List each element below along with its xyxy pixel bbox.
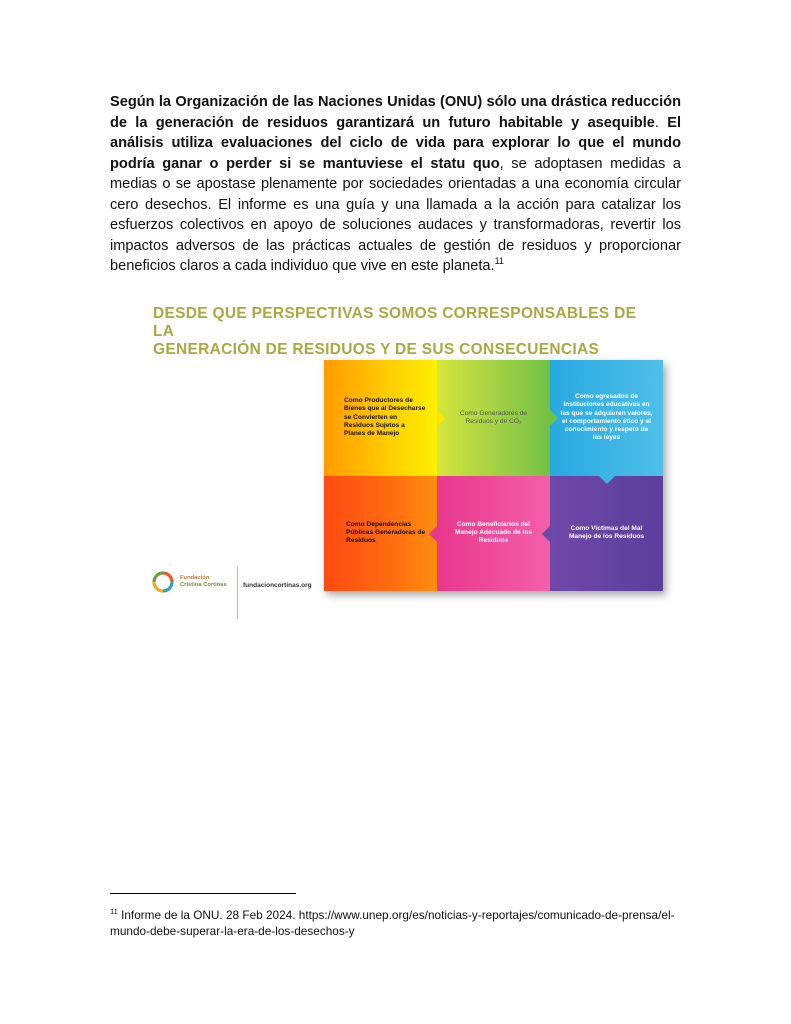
fundacion-logo-icon — [152, 571, 174, 593]
arrow-down-icon — [599, 476, 615, 484]
body-paragraph — [110, 92, 681, 277]
cell-productores: Como Productores de Bienes que al Desecharse se Convierten en Residuos Sujetos a Planes de Manejo — [324, 360, 437, 476]
cell-dependencias: Como Dependencias Públicas Generadoras de Residuos — [324, 476, 437, 592]
cell-victimas: Como Víctimas del Mal Manejo de los Residuos — [550, 476, 663, 592]
footnote-separator — [110, 893, 296, 894]
bold-text-1: Según la Organización de las Naciones Unidas (ONU) sólo una drástica reducción de la generación de residuos garantizará un futuro habitable y asequible — [110, 94, 681, 131]
logo-url: fundacioncortinas.org — [243, 582, 312, 589]
arrow-right-icon — [437, 410, 445, 426]
logo-name-line-2: Cristina Cortinas — [180, 582, 227, 588]
infographic-title-line-2: GENERACIÓN DE RESIDUOS Y DE SUS CONSECUENCIAS — [153, 341, 600, 358]
bold-text-2: El análisis utiliza evaluaciones del ciclo de vida para explorar lo que el mundo podría ganar o perder si se mantuviese el statu quo — [110, 114, 682, 172]
cell-beneficiarios: Como Beneficiarios del Manejo Adecuado de los Residuos — [437, 476, 550, 592]
separator-text: . — [654, 114, 668, 131]
logo-name-line-1: Fundación — [180, 575, 210, 581]
perspectives-grid — [324, 360, 663, 591]
footnote-number: 11 — [110, 907, 118, 916]
infographic-title-line-1: DESDE QUE PERSPECTIVAS SOMOS CORRESPONSABLES DE LA — [153, 305, 637, 340]
footnote-reference[interactable]: 11 — [494, 256, 504, 267]
logo-divider — [237, 566, 238, 619]
arrow-left-icon — [429, 526, 437, 542]
arrow-right-icon — [550, 410, 558, 426]
footnote-text[interactable]: Informe de la ONU. 28 Feb 2024. https://www.unep.org/es/noticias-y-reportajes/comunicado-de-prensa/el-mundo-debe-superar-la-era-de-los-desechos-y — [110, 907, 675, 938]
cell-generadores: Como Generadores de Residuos y de CO₂ — [437, 360, 550, 476]
infographic-title — [153, 305, 653, 359]
logo-name — [180, 575, 227, 589]
footnote — [110, 904, 681, 939]
paragraph-rest: , se adoptasen medidas a medias o se apostase plenamente por sociedades orientadas a una economía circular cero desechos. El informe es una guía y una llamada a la acción para catalizar los esfuerzos colectivos en apoyo de soluciones audaces y transformadoras, revertir los impactos adversos de las prácticas actuales de gestión de residuos y proporcionar beneficios claros a cada individuo que vive en este planeta. — [110, 155, 681, 274]
arrow-left-icon — [542, 526, 550, 542]
cell-egresados: Como egresados de instituciones educativas en las que se adquieren valores, el comportamiento ético y el conocimiento y respeto de las leyes — [550, 360, 663, 476]
